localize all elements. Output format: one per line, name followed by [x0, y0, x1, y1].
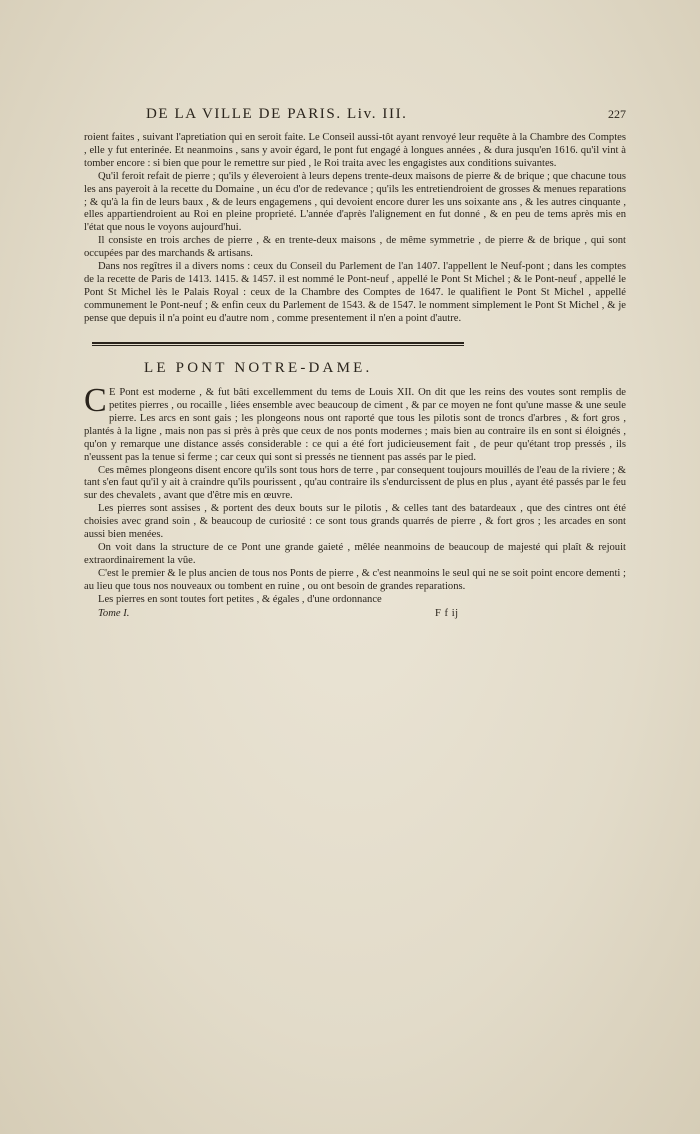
paragraph: C'est le premier & le plus ancien de tous nos Ponts de pierre , & c'est neanmoins le seul qui ne se soit point encore dementi ; au lieu que tous nos nouveaux ou tombent en ruine , ou ont besoin de grandes reparations. — [84, 567, 626, 592]
drop-cap: C — [84, 382, 107, 420]
paragraph: Les pierres en sont toutes fort petites , & égales , d'une ordonnance — [98, 593, 382, 605]
top-text-block — [84, 132, 626, 326]
paragraph: Il consiste en trois arches de pierre , & en trente-deux maisons , de même symmetrie , de pierre & de brique , qui sont occupées par des marchands & artisans. — [84, 235, 626, 260]
paragraph: Les pierres sont assises , & portent des deux bouts sur le pilotis , & celles tant des batardeaux , que des cintres ont été choisies avec grand soin , & beaucoup de curiosité : ce sont tous grands quarrés de pierre , & fort gros ; les arcades en sont aussi bien menées. — [84, 503, 626, 541]
paragraph: Qu'il feroit refait de pierre ; qu'ils y éleveroient à leurs depens trente-deux maisons de pierre & de brique ; que chacune tous les ans payeroit à la recette du Domaine , un écu d'or de redevance ; qu'ils les entretiendroient de grosses & menues reparations ; & qu'à la fin de leurs baux , & de leurs engagemens , qui devoient encore durer les uns soixante ans , & les autres cinquante , elles appartiendroient au Roi en pleine proprieté. L'année d'après l'alignement en fut donné , & en peu de tems après mis en l'état que nous le voyons aujourd'hui. — [84, 170, 626, 234]
book-page — [84, 106, 626, 622]
section-heading: LE PONT NOTRE-DAME. — [144, 360, 373, 377]
running-title: DE LA VILLE DE PARIS. Liv. III. — [146, 106, 408, 122]
first-paragraph-text: E Pont est moderne , & fut bâti excellemment du tems de Louis XII. On dit que les reins des voutes sont remplis de petites pierres , ou rocaille , liées ensemble avec beaucoup de ciment , & par ce moyen ne font qu'une masse & une seule pierre. Les arcs en sont gais ; les plongeons nous ont raporté que tous les pilotis sont de troncs d'arbres , & fort gros , plantés à la ligne , mais non pas si près à près que ceux de nos ponts modernes ; mais bien au contraire ils en sont si éloignés , qu'on y remarque une distance assés considerable : ce qui a été fort judicieusement fait , de peur qu'étant trop pressés , ils n'eussent pas la tenue si ferme ; car ceux qui sont si pressés ne tiennent pas assés par le pied. — [84, 387, 626, 463]
paragraph: Ces mêmes plongeons disent encore qu'ils sont tous hors de terre , par consequent toujours mouillés de l'eau de la riviere ; & tant s'en faut qu'il y ait à craindre qu'ils pourissent , qu'au contraire ils s'endurcissent de plus en plus , ayant été passés par le feu sur des chevalets , avant que d'être mis en œuvre. — [84, 464, 626, 502]
volume-mark: Tome I. — [98, 607, 130, 619]
paragraph: roient faites , suivant l'apretiation qui en seroit faite. Le Conseil aussi-tôt ayant renvoyé leur requête à la Chambre des Comptes , elle y fut enterinée. Et neanmoins , sans y avoir égard, le pont fut engagé à longues années , & dura jusqu'en 1616. qu'il vint à tomber encore : si bien que pour le remettre sur pied , le Roi traita avec les engagistes aux conditions suivantes. — [84, 132, 626, 169]
section-text-block — [84, 382, 626, 606]
running-head — [84, 106, 626, 132]
signature-mark: F f ij — [435, 607, 459, 619]
paragraph: On voit dans la structure de ce Pont une grande gaieté , mêlée neanmoins de beaucoup de majesté qui plaît & rejouit extraordinairement la vûe. — [84, 541, 626, 566]
page-number: 227 — [608, 107, 626, 121]
page-footer — [84, 608, 626, 622]
paragraph: Dans nos regîtres il a divers noms : ceux du Conseil du Parlement de l'an 1407. l'appellent le Neuf-pont ; dans les comptes de la recette de Paris de 1413. 1415. & 1457. il est nommé le Pont-neuf , appellé le Pont St Michel ; & le Pont-neuf , appellé le Pont St Michel lès le Palais Royal : ceux de la Chambre des Comptes de 1647. le qualifient le Pont St Michel , appellé communement le Pont-neuf ; & enfin ceux du Parlement de 1543. & de 1547. le nomment simplement le Pont St Michel , & je pense que depuis il n'a point eu d'autre nom , comme presentement il n'en a point d'autre. — [84, 261, 626, 324]
section-divider — [92, 342, 464, 347]
first-paragraph — [84, 382, 626, 464]
